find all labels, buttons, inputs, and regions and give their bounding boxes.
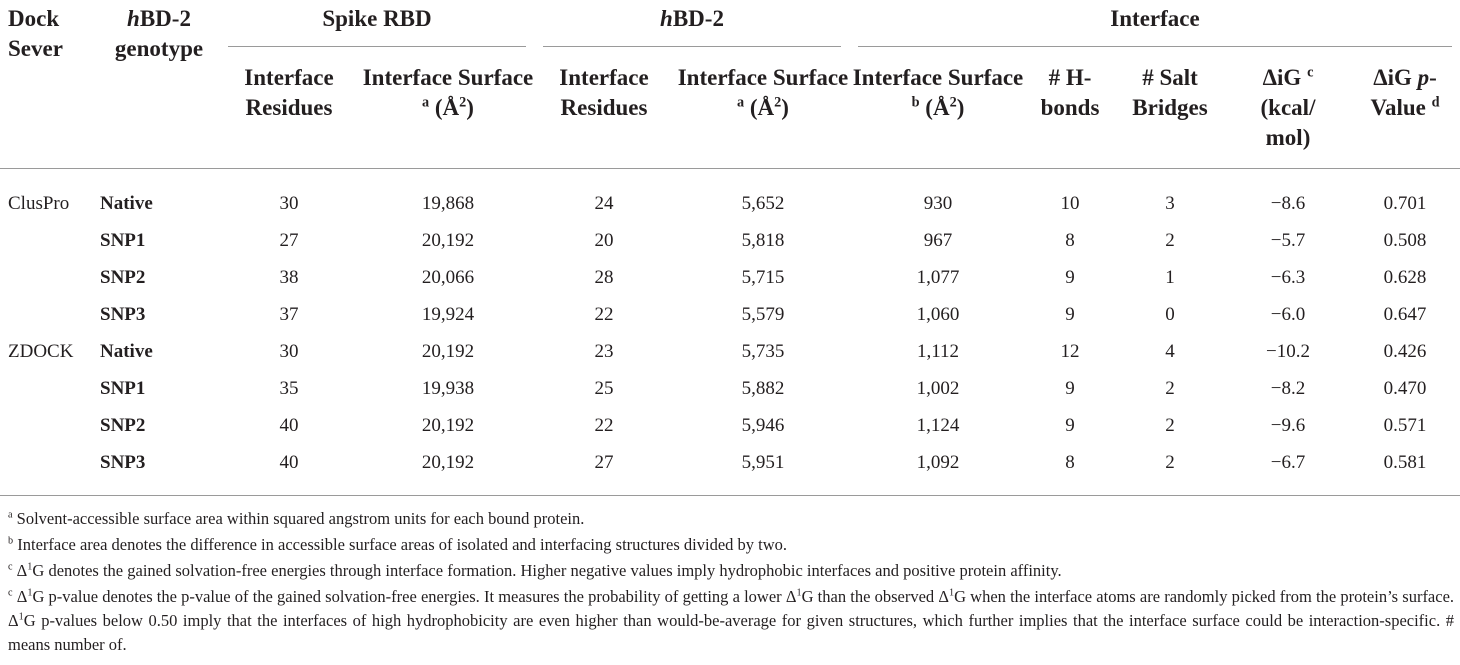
cell-interface-surface: 1,092: [916, 452, 960, 473]
cell-spike-residues: 27: [279, 230, 299, 251]
cell-interface-surface: 967: [923, 230, 953, 251]
cell-hbd2-residues: 28: [594, 267, 614, 288]
cell-salt-bridges: 2: [1165, 230, 1175, 251]
cell-hbd2-residues: 27: [594, 452, 614, 473]
cell-hbd2-residues: 22: [594, 304, 614, 325]
header-group-hbd2: hBD-2: [660, 6, 724, 31]
header-bottom-rule: [0, 168, 1460, 169]
cell-spike-surface: 20,192: [421, 452, 475, 473]
cell-delta-g: −10.2: [1266, 341, 1310, 362]
header-genotype: hBD-2 genotype: [114, 6, 204, 61]
header-hbonds: # H-bonds: [1040, 65, 1100, 120]
cell-spike-surface: 20,192: [421, 341, 475, 362]
footnote-d: $^c$ $\Delta^1G$ p-value denotes the p-value of the gained solvation-free energies. It measures the probability of getting a lower $\Delta^1G$ than the observed $\Delta^1G$ when the interface atoms are randomly picked from the protein’s surface. $\Delta^1G$ p-values below 0.50 imply that the interfaces of high hydrophobicity are even higher than would-be-average for given structures, which further implies that the interface surface could be interaction-specific. # means number of.: [8, 587, 1455, 654]
header-spike-surface: Interface Surface $^a$ $(Å^2)$: [362, 65, 534, 120]
cell-hbd2-residues: 25: [594, 378, 614, 399]
cell-hbd2-residues: 20: [594, 230, 614, 251]
cell-spike-surface: 20,192: [421, 230, 475, 251]
header-interface-surface: Interface Surface $^b$ $(Å^2)$: [852, 65, 1024, 120]
cell-delta-g: −5.7: [1270, 230, 1306, 251]
cell-genotype: SNP3: [100, 452, 146, 473]
cell-hbd2-surface: 5,715: [741, 267, 785, 288]
cell-genotype: SNP3: [100, 304, 146, 325]
header-hbd2-surface: Interface Surface $^a$ $(Å^2)$: [677, 65, 849, 120]
cell-p-value: 0.647: [1383, 304, 1427, 325]
cell-salt-bridges: 3: [1165, 193, 1175, 214]
cell-interface-surface: 1,077: [916, 267, 960, 288]
cell-delta-g: −8.6: [1270, 193, 1306, 214]
cell-spike-surface: 20,066: [421, 267, 475, 288]
header-spike-residues: Interface Residues: [244, 65, 334, 120]
cell-spike-residues: 38: [279, 267, 299, 288]
cell-spike-residues: 35: [279, 378, 299, 399]
header-group-interface: Interface: [1110, 6, 1200, 31]
cell-delta-g: −6.3: [1270, 267, 1306, 288]
footnote-b: $^b$ Interface area denotes the difference in accessible surface areas of isolated and interfacing structures divided by two.: [8, 535, 788, 554]
group-rule-spike: [228, 46, 526, 47]
cell-salt-bridges: 1: [1165, 267, 1175, 288]
footnote-c: $^c$ $\Delta^1G$ denotes the gained solvation-free energies through interface formation. Higher negative values imply hydrophobic interfaces and positive protein affinity.: [8, 561, 1062, 580]
cell-hbonds: 9: [1065, 378, 1075, 399]
group-rule-hbd2: [543, 46, 841, 47]
cell-interface-surface: 1,112: [916, 341, 960, 362]
cell-delta-g: −8.2: [1270, 378, 1306, 399]
header-group-spike-rbd: Spike RBD: [322, 6, 432, 31]
cell-genotype: Native: [100, 341, 153, 362]
cell-hbd2-surface: 5,951: [741, 452, 785, 473]
header-hbd2-residues: Interface Residues: [559, 65, 649, 120]
cell-spike-surface: 20,192: [421, 415, 475, 436]
cell-spike-residues: 40: [279, 452, 299, 473]
cell-salt-bridges: 2: [1165, 415, 1175, 436]
cell-interface-surface: 1,002: [916, 378, 960, 399]
cell-salt-bridges: 2: [1165, 452, 1175, 473]
cell-hbd2-surface: 5,818: [741, 230, 785, 251]
cell-p-value: 0.581: [1383, 452, 1427, 473]
cell-salt-bridges: 2: [1165, 378, 1175, 399]
cell-genotype: SNP2: [100, 267, 146, 288]
cell-spike-surface: 19,938: [421, 378, 475, 399]
cell-p-value: 0.508: [1383, 230, 1427, 251]
cell-salt-bridges: 4: [1165, 341, 1175, 362]
cell-spike-surface: 19,868: [421, 193, 475, 214]
cell-hbonds: 12: [1060, 341, 1080, 362]
cell-genotype: SNP1: [100, 230, 146, 251]
cell-hbd2-surface: 5,652: [741, 193, 785, 214]
cell-hbd2-residues: 23: [594, 341, 614, 362]
cell-delta-g: −6.7: [1270, 452, 1306, 473]
cell-genotype: SNP2: [100, 415, 146, 436]
cell-server: ClusPro: [8, 193, 70, 214]
cell-hbonds: 8: [1065, 452, 1075, 473]
body-bottom-rule: [0, 495, 1460, 496]
cell-salt-bridges: 0: [1165, 304, 1175, 325]
cell-spike-surface: 19,924: [421, 304, 475, 325]
footnote-a: $^a$ Solvent-accessible surface area within squared angstrom units for each bound protein.: [8, 509, 585, 528]
cell-p-value: 0.571: [1383, 415, 1427, 436]
cell-delta-g: −9.6: [1270, 415, 1306, 436]
cell-interface-surface: 1,060: [916, 304, 960, 325]
cell-hbd2-surface: 5,882: [741, 378, 785, 399]
cell-p-value: 0.701: [1383, 193, 1427, 214]
cell-hbonds: 9: [1065, 267, 1075, 288]
cell-hbonds: 10: [1060, 193, 1080, 214]
cell-hbonds: 8: [1065, 230, 1075, 251]
group-rule-interface: [858, 46, 1452, 47]
cell-interface-surface: 930: [923, 193, 953, 214]
cell-p-value: 0.426: [1383, 341, 1427, 362]
cell-spike-residues: 30: [279, 193, 299, 214]
cell-hbd2-surface: 5,946: [741, 415, 785, 436]
cell-hbd2-residues: 22: [594, 415, 614, 436]
header-dock-server: Dock Sever: [8, 6, 63, 61]
cell-p-value: 0.628: [1383, 267, 1427, 288]
header-salt-bridges: # Salt Bridges: [1132, 65, 1208, 120]
cell-spike-residues: 40: [279, 415, 299, 436]
cell-server: ZDOCK: [8, 341, 74, 362]
header-delta-g: ΔiG $^c$ (kcal/ mol): [1260, 64, 1316, 150]
cell-delta-g: −6.0: [1270, 304, 1306, 325]
cell-genotype: SNP1: [100, 378, 146, 399]
cell-spike-residues: 30: [279, 341, 299, 362]
cell-hbd2-residues: 24: [594, 193, 614, 214]
cell-genotype: Native: [100, 193, 153, 214]
cell-hbd2-surface: 5,579: [741, 304, 785, 325]
cell-p-value: 0.470: [1383, 378, 1427, 399]
cell-interface-surface: 1,124: [916, 415, 960, 436]
cell-hbonds: 9: [1065, 304, 1075, 325]
cell-spike-residues: 37: [279, 304, 299, 325]
cell-hbonds: 9: [1065, 415, 1075, 436]
cell-hbd2-surface: 5,735: [741, 341, 785, 362]
header-p-value: ΔiG p-Value $^d$: [1370, 65, 1440, 120]
